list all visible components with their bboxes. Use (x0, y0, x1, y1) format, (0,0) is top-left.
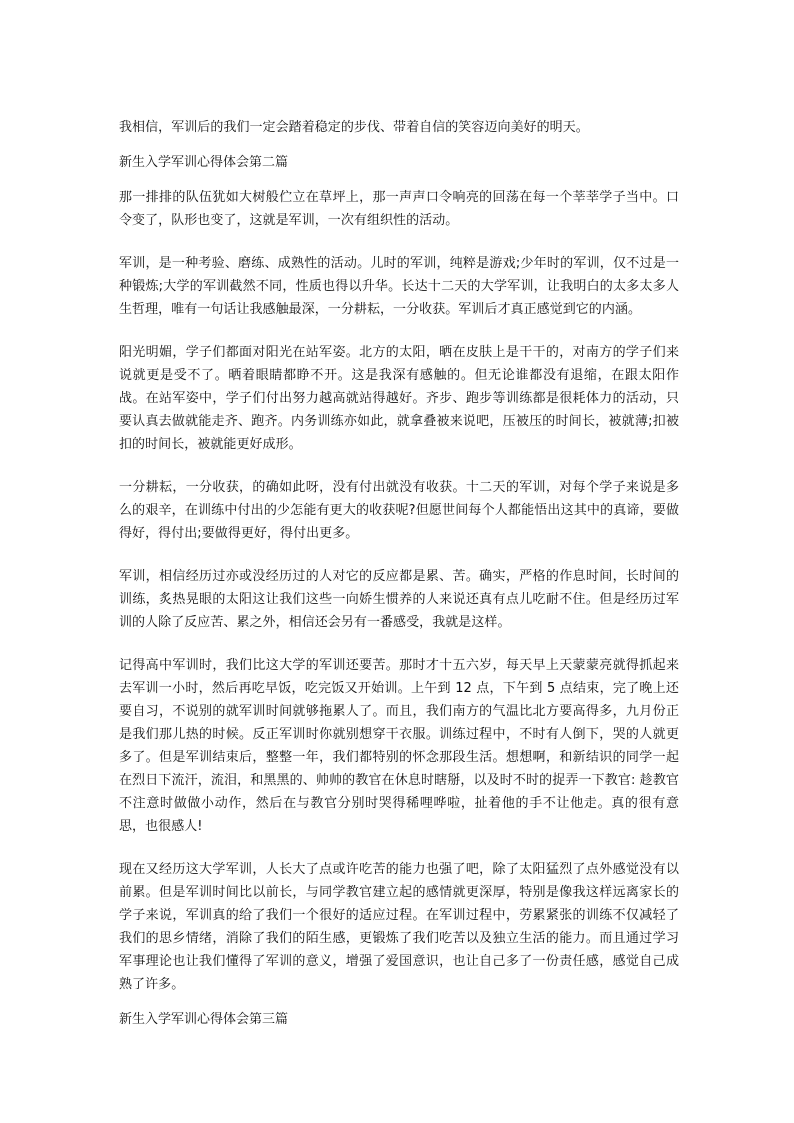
paragraph-7: 现在又经历这大学军训，人长大了点或许吃苦的能力也强了吧，除了太阳猛烈了点外感觉没有以前累。但是军训时间比以前长，与同学教官建立起的感情就更深厚，特别是像我这样远离家长的学子来说，军训真的给了我们一个很好的适应过程。在军训过程中，劳累紧张的训练不仅减轻了我们的思乡情绪，消除了我们的陌生感，更锻炼了我们吃苦以及独立生活的能力。而且通过学习军事理论也让我们懂得了军训的意义，增强了爱国意识，也让自己多了一份责任感，感觉自己成熟了许多。 (119, 862, 679, 992)
paragraph-3: 阳光明媚，学子们都面对阳光在站军姿。北方的太阳，晒在皮肤上是干干的，对南方的学子们来说就更是受不了。晒着眼睛都睁不开。这是我深有感触的。但无论谁都没有退缩，在跟太阳作战。在站军姿中，学子们付出努力越高就站得越好。齐步、跑步等训练都是很耗体力的活动，只要认真去做就能走齐、跑齐。内务训练亦如此，就拿叠被来说吧，压被压的时间长，被就薄;扣被扣的时间长，被就能更好成形。 (119, 345, 679, 452)
paragraph-6: 记得高中军训时，我们比这大学的军训还要苦。那时才十五六岁，每天早上天蒙蒙亮就得抓起来去军训一小时，然后再吃早饭，吃完饭又开始训。上午到 12 点，下午到 5 点结束，完了晚上还要自习，不说别的就军训时间就够拖累人了。而且，我们南方的气温比北方要高得多，九月份正是我们那儿热的时候。反正军训时你就别想穿干衣服。训练过程中，不时有人倒下，哭的人就更多了。但是军训结束后，整整一年，我们都特别的怀念那段生活。想想啊，和新结识的同学一起在烈日下流汗，流泪，和黑黑的、帅帅的教官在休息时瞎掰，以及时不时的捉弄一下教官: 趁教官不注意时做做小动作，然后在与教官分别时哭得稀哩哗啦，扯着他的手不让他走。真的很有意思，也很感人! (119, 658, 679, 834)
section-heading-third: 新生入学军训心得体会第三篇 (119, 1012, 289, 1027)
paragraph-5: 军训，相信经历过亦或没经历过的人对它的反应都是累、苦。确实，严格的作息时间，长时间的训练，炙热晃眼的太阳这让我们这些一向娇生惯养的人来说还真有点儿吃耐不住。但是经历过军训的人除了反应苦、累之外，相信还会另有一番感受，我就是这样。 (119, 569, 679, 630)
paragraph-2: 军训，是一种考验、磨练、成熟性的活动。儿时的军训，纯粹是游戏;少年时的军训，仅不过是一种锻炼;大学的军训截然不同，性质也得以升华。长达十二天的大学军训，让我明白的太多太多人生哲理，唯有一句话让我感触最深，一分耕耘，一分收获。军训后才真正感觉到它的内涵。 (119, 256, 679, 317)
paragraph-1: 那一排排的队伍犹如大树般伫立在草坪上，那一声声口令响亮的回荡在每一个莘莘学子当中。口令变了，队形也变了，这就是军训，一次有组织性的活动。 (119, 190, 679, 228)
paragraph-4: 一分耕耘，一分收获，的确如此呀，没有付出就没有收获。十二天的军训，对每个学子来说是多么的艰辛，在训练中付出的少怎能有更大的收获呢?但愿世间每个人都能悟出这其中的真谛，要做得好，得付出;要做得更好，得付出更多。 (119, 480, 679, 541)
document-page (119, 116, 679, 1031)
paragraph-intro: 我相信，军训后的我们一定会踏着稳定的步伐、带着自信的笑容迈向美好的明天。 (119, 120, 589, 135)
section-heading-second: 新生入学军训心得体会第二篇 (119, 155, 289, 170)
